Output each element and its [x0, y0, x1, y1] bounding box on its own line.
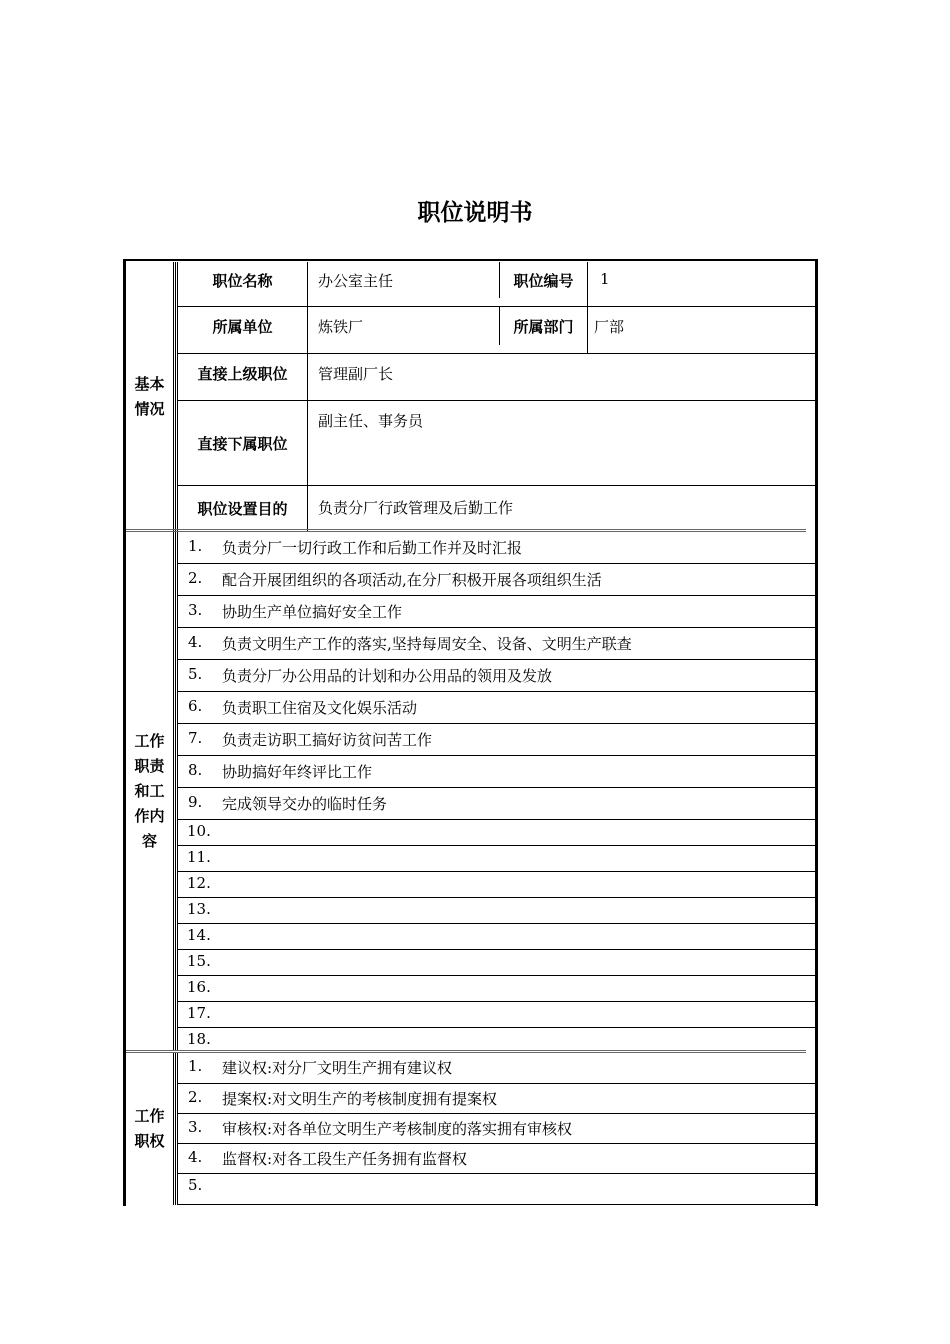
item-number: 12.	[187, 874, 211, 892]
job-no-text: 1	[600, 270, 610, 288]
item-number: 1.	[188, 1057, 203, 1075]
superior-value	[307, 354, 815, 400]
basic-info-label-text: 基本情况	[134, 374, 165, 418]
item-text: 负责分厂一切行政工作和后勤工作并及时汇报	[222, 539, 523, 557]
basic-info-label	[126, 262, 176, 531]
dept-text: 厂部	[594, 318, 625, 336]
item-text: 负责分厂办公用品的计划和办公用品的领用及发放	[222, 667, 553, 685]
item-text: 配合开展团组织的各项活动,在分厂积极开展各项组织生活	[222, 571, 602, 589]
item-number: 6.	[188, 697, 203, 715]
item-number: 18.	[187, 1030, 211, 1048]
job-name-row	[178, 262, 815, 307]
item-number: 15.	[187, 952, 211, 970]
list-item	[178, 976, 815, 1002]
job-no-label: 职位编号	[499, 262, 587, 298]
list-item	[178, 1053, 815, 1084]
list-item	[178, 1174, 815, 1205]
superior-label: 直接上级职位	[197, 364, 288, 383]
item-text: 提案权:对文明生产的考核制度拥有提案权	[222, 1090, 498, 1108]
list-item	[178, 872, 815, 898]
list-item	[178, 564, 815, 596]
duties-section	[126, 532, 815, 1051]
item-number: 3.	[188, 601, 203, 619]
list-item	[178, 628, 815, 660]
item-text: 审核权:对各单位文明生产考核制度的落实拥有审核权	[222, 1120, 573, 1138]
item-number: 3.	[188, 1118, 203, 1136]
item-text: 协助生产单位搞好安全工作	[222, 603, 403, 621]
item-text: 负责职工住宿及文化娱乐活动	[222, 699, 418, 717]
job-name-label: 职位名称	[212, 271, 273, 290]
item-number: 2.	[188, 569, 203, 587]
item-number: 4.	[188, 1148, 203, 1166]
list-item	[178, 596, 815, 628]
list-item	[178, 660, 815, 692]
document-title: 职位说明书	[417, 200, 533, 226]
basic-info-grid	[177, 262, 815, 531]
duties-label-text: 工作职责和工作内容	[134, 732, 165, 850]
list-item	[178, 1114, 815, 1144]
item-number: 7.	[188, 729, 203, 747]
purpose-value	[307, 486, 815, 531]
subordinate-text: 副主任、事务员	[318, 412, 424, 430]
item-number: 8.	[188, 761, 203, 779]
list-item	[178, 820, 815, 846]
item-text: 协助搞好年终评比工作	[222, 763, 373, 781]
item-number: 17.	[187, 1004, 211, 1022]
item-number: 5.	[188, 1176, 203, 1194]
job-name-value	[307, 262, 499, 306]
list-item	[178, 950, 815, 976]
subordinate-row	[178, 401, 815, 486]
authority-list	[177, 1053, 815, 1205]
list-item	[178, 692, 815, 724]
item-number: 4.	[188, 633, 203, 651]
item-text: 完成领导交办的临时任务	[222, 795, 388, 813]
list-item	[178, 1144, 815, 1174]
list-item	[178, 1084, 815, 1114]
authority-label-text: 工作职权	[134, 1107, 165, 1150]
subordinate-value	[307, 401, 815, 485]
item-number: 1.	[188, 537, 203, 555]
list-item	[178, 532, 815, 564]
unit-label: 所属单位	[212, 317, 273, 336]
item-number: 10.	[187, 822, 211, 840]
duties-list	[177, 532, 815, 1051]
authority-label	[126, 1053, 176, 1205]
list-item	[178, 846, 815, 872]
job-name-text: 办公室主任	[318, 272, 394, 290]
item-number: 9.	[188, 793, 203, 811]
item-text: 负责文明生产工作的落实,坚持每周安全、设备、文明生产联查	[222, 635, 632, 653]
item-number: 14.	[187, 926, 211, 944]
list-item	[178, 1002, 815, 1028]
unit-value	[307, 307, 499, 353]
item-text: 负责走访职工搞好访贫问苦工作	[222, 731, 433, 749]
list-item	[178, 898, 815, 924]
purpose-row	[178, 486, 815, 531]
unit-row	[178, 307, 815, 354]
purpose-text: 负责分厂行政管理及后勤工作	[318, 499, 514, 517]
duties-label	[126, 532, 176, 1051]
purpose-label: 职位设置目的	[197, 500, 288, 518]
item-number: 5.	[188, 665, 203, 683]
list-item	[178, 756, 815, 788]
superior-text: 管理副厂长	[318, 365, 394, 383]
list-item	[178, 924, 815, 950]
list-item	[178, 724, 815, 756]
dept-value	[587, 307, 815, 353]
list-item	[178, 788, 815, 820]
item-number: 13.	[187, 900, 211, 918]
item-number: 11.	[187, 848, 211, 866]
dept-label: 所属部门	[499, 307, 587, 345]
item-text: 监督权:对各工段生产任务拥有监督权	[222, 1150, 468, 1168]
authority-section	[126, 1053, 815, 1205]
superior-row	[178, 354, 815, 401]
item-text: 建议权:对分厂文明生产拥有建议权	[222, 1059, 453, 1077]
job-no-value	[587, 262, 815, 306]
item-number: 16.	[187, 978, 211, 996]
item-number: 2.	[188, 1088, 203, 1106]
unit-text: 炼铁厂	[318, 318, 364, 336]
basic-info-section	[126, 262, 815, 531]
subordinate-label: 直接下属职位	[197, 434, 288, 453]
